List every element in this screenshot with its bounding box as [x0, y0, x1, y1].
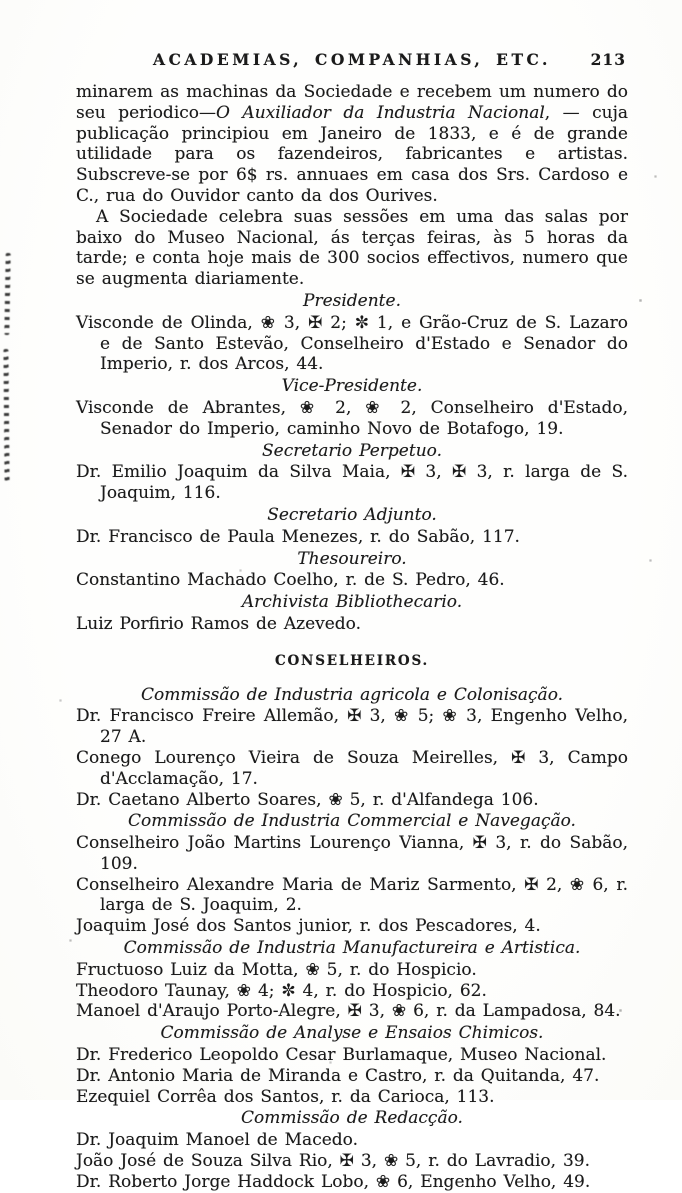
running-head: [76, 50, 628, 74]
committee-entry: Dr. Joaquim Manoel de Macedo.: [76, 1130, 358, 1151]
committee-entry: Ezequiel Corrêa dos Santos, r. da Carioca, 113.: [76, 1086, 495, 1107]
intro-paragraph-2: A Sociedade celebra suas sessões em uma das salas por baixo do Museo Nacional, ás terças feiras, às 5 horas da tarde; e conta hoje mais de 300 socios effectivos, numero que se augmenta diariamente.: [76, 206, 628, 290]
committee-entry: Joaquim José dos Santos junior, r. dos Pescadores, 4.: [76, 916, 541, 937]
committee-entry: Conego Lourenço Vieira de Souza Meirelles, ✠ 3, Campo d'Acclamação, 17.: [76, 747, 628, 789]
officer-entry: Visconde de Olinda, ❀ 3, ✠ 2; ✼ 1, e Grão-Cruz de S. Lazaro e de Santo Estevão, Conselheiro d'Estado e Senador do Imperio, r. dos Arcos, 44.: [76, 312, 628, 375]
committee-heading-analyse: Commissão de Analyse e Ensaios Chimicos.: [160, 1023, 544, 1044]
officer-heading-secretario-perpetuo: Secretario Perpetuo.: [261, 440, 442, 461]
conselheiros-heading: CONSELHEIROS.: [274, 652, 430, 669]
intro-paragraph-1: [76, 82, 628, 207]
officer-entry: Dr. Francisco de Paula Menezes, r. do Sabão, 117.: [76, 526, 520, 547]
binding-smudge-artifact: [3, 349, 9, 481]
scan-speckles: [0, 0, 1, 1]
committee-entry: Dr. Francisco Freire Allemão, ✠ 3, ❀ 5; ❀ 3, Engenho Velho, 27 A.: [76, 706, 628, 748]
officer-entry: Constantino Machado Coelho, r. de S. Pedro, 46.: [76, 570, 505, 591]
officer-heading-presidente: Presidente.: [303, 290, 401, 311]
committee-heading-agricola: Commissão de Industria agricola e Colonisação.: [140, 684, 564, 705]
committee-heading-commercial: Commissão de Industria Commercial e Navegação.: [128, 811, 576, 832]
committee-entry: Dr. Caetano Alberto Soares, ❀ 5, r. d'Alfandega 106.: [76, 789, 539, 810]
committee-entry: Dr. Antonio Maria de Miranda e Castro, r. da Quitanda, 47.: [76, 1065, 600, 1086]
committee-heading-redaccao: Commissão de Redacção.: [241, 1108, 463, 1129]
committee-entry: Theodoro Taunay, ❀ 4; ✼ 4, r. do Hospicio, 62.: [76, 980, 487, 1001]
committee-entry: Fructuoso Luiz da Motta, ❀ 5, r. do Hospicio.: [76, 959, 477, 980]
committee-entry: João José de Souza Silva Rio, ✠ 3, ❀ 5, r. do Lavradio, 39.: [76, 1151, 590, 1172]
text-block: [76, 50, 628, 1193]
committee-entry: Manoel d'Araujo Porto-Alegre, ✠ 3, ❀ 6, r. da Lampadosa, 84.: [76, 1001, 621, 1022]
page-number: 213: [590, 50, 626, 69]
officer-heading-secretario-adjunto: Secretario Adjunto.: [267, 504, 437, 525]
officer-heading-vice-presidente: Vice-Presidente.: [281, 376, 423, 397]
officer-entry: Visconde de Abrantes, ❀ 2, ❀ 2, Conselheiro d'Estado, Senador do Imperio, caminho Novo de Botafogo, 19.: [76, 397, 628, 439]
periodical-title: O Auxiliador da Industria Nacional: [216, 102, 545, 123]
committee-heading-manufactureira: Commissão de Industria Manufactureira e Artistica.: [123, 938, 581, 959]
officer-heading-archivista: Archivista Bibliothecario.: [241, 592, 463, 613]
officer-heading-thesoureiro: Thesoureiro.: [297, 548, 407, 569]
page-title: ACADEMIAS, COMPANHIAS, ETC.: [153, 50, 551, 69]
committee-entry: Conselheiro João Martins Lourenço Vianna, ✠ 3, r. do Sabão, 109.: [76, 833, 628, 874]
officer-entry: Dr. Emilio Joaquim da Silva Maia, ✠ 3, ✠ 3, r. larga de S. Joaquim, 116.: [76, 462, 628, 504]
intro-p1-pre: minarem as machinas da Sociedade e recebem um numero do seu periodico—: [76, 82, 628, 123]
committee-entry: Dr. Roberto Jorge Haddock Lobo, ❀ 6, Engenho Velho, 49.: [76, 1171, 591, 1192]
binding-smudge-artifact: [4, 253, 10, 335]
intro-p1-post: , — cuja publicação principiou em Janeiro de 1833, e é de grande utilidade para os fazendeiros, fabricantes e artistas. Subscreve-se por 6$ rs. annuaes em casa dos Srs. Cardoso e C., rua do Ouvidor canto da dos Ourives.: [76, 102, 628, 206]
committee-entry: Conselheiro Alexandre Maria de Mariz Sarmento, ✠ 2, ❀ 6, r. larga de S. Joaquim, 2.: [76, 874, 628, 916]
officer-entry: Luiz Porfirio Ramos de Azevedo.: [76, 613, 362, 634]
committee-entry: Dr. Frederico Leopoldo Cesar Burlamaque, Museo Nacional.: [76, 1045, 607, 1066]
